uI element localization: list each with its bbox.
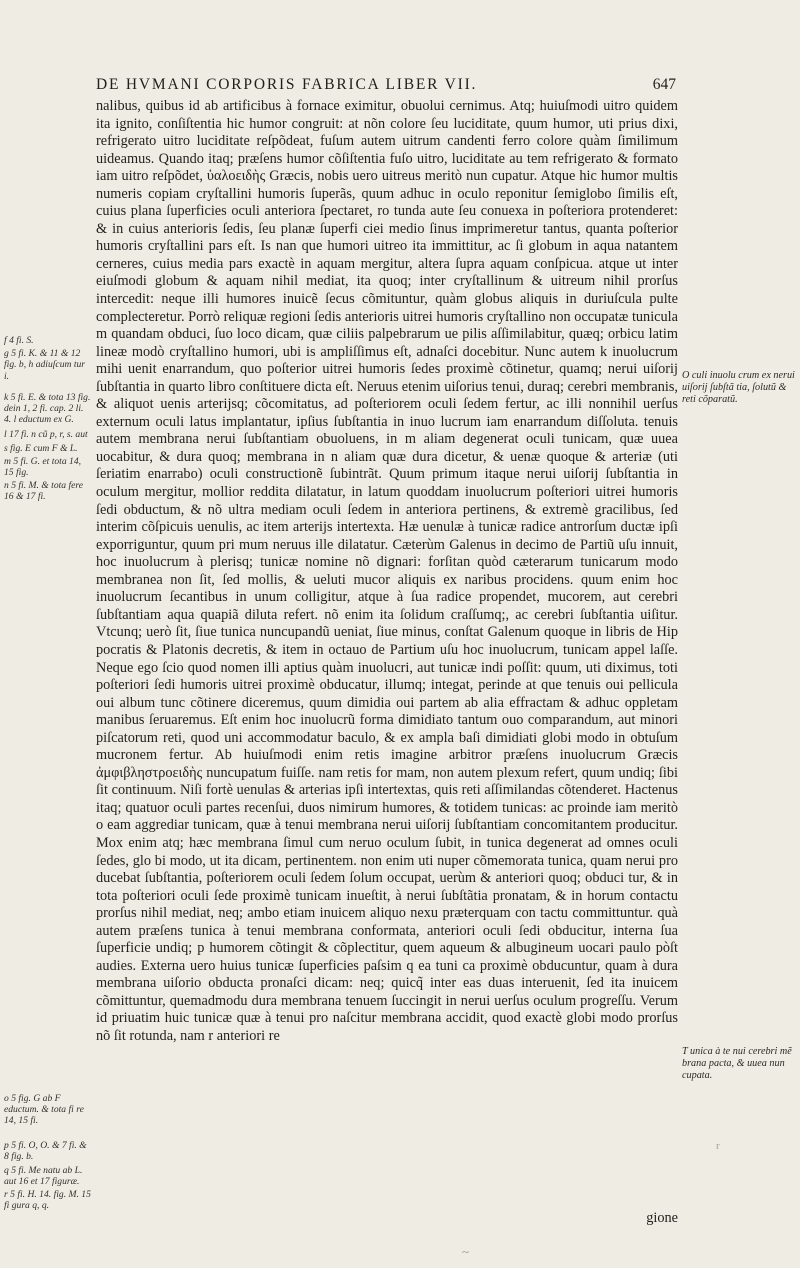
- left-margin-note: r 5 fi. H. 14. fig. M. 15 fi gura q, q.: [4, 1189, 91, 1212]
- body-paragraph: nalibus, quibus id ab artificibus à fornace eximitur, obuolui cernimus. Atq; huiuſmodi uitro quidem ita ignito, conſiſtentia hic humor congruit: at nõn colore ſeu luciditate, quum humor, uti prius dixi, refrigerato uitro luciditate reſpõdeat, fuſum autem uitrum candenti ferro colore quàm ſimilimum uideamus. Quando itaq; præſens humor cõſiſtentia fuſo uitro, luciditate au tem refrigerato & formato iam uitro reſpõdet, ὑαλοειδὴς Græcis, nobis uero uitreus meritò nun cupatur. Atque hic humor multis numeris copiam cryſtallini humoris ſuperãs, quum adhuc in oculo reponitur ſemiglobo ſimilis eſt, cuius plana ſuperficies oculi anteriora ſpectaret, ro tunda aute ſeu conuexa in poſteriora protenderet: & in cuius anterioris ſedis, ſeu planæ ſuperfi ciei medio ſinus imprimeretur tantus, quanta poſterior humoris cryſtallini pars eſt. Is nan que humori uitreo ita immittitur, ac ſi globum in aqua natantem cerneres, cuius media pars exactè in aquam mergitur, altera ſupra aquam conſpicua. atque ut inter eiuſmodi globum & aquam nihil mediat, ita quoq; inter cryſtallinum & uitreum nihil prorſus intercedit: neque illi humores inuicẽ ſecus cõmituntur, quàm globus aliquis in duriuſcula pulte complecteretur. Porrò reliquæ regioni ſedis anterioris uitrei humoris cryſtallino non occupatæ tunicula m quandam obduci, ſuo loco dicam, quæ ciliis palpebrarum ue pilis aſſimilabitur, quæq; orbicu latim lineæ modò cryſtallino humori, ubi is ampliſſimus eſt, adnaſci docebitur. Nunc autem k inuolucrum mihi uenit enarrandum, quo poſterior uitrei humoris ſedes proximè cõtinetur, quamq; nerui uiſorij ſubſtantia in quarto libro conſtituere dicta eſt. Neruus etenim uiſorius tenui, duraq; cerebri membranis, & aliquot uenis arterijsq; cõcomitatus, ad poſteriorem oculi ſedem fertur, ac illi nonnihil uerſus externum oculi latus implantatur, ipſius ſubſtantia in inuo lucrum iam enarrandum diſſoluta. tenuis autem membrana nerui ſubſtantiam obuoluens, in m aliam degenerat oculi tunicam, quæ uuea uocabitur, & dura quoq; membrana in n aliam quæ dura dicetur, & uenæ quoque & arteriæ (uti ſeriatim enarrabo) oculi constructionẽ ſubintrãt. Quum primum itaque nerui uiſorij ſubſtantia in oculum mergitur, mollior reddita dilatatur, in latum quoddam inuolucrum poſteriori uitrei humoris ſedi obductum, & nõ ultra mediam oculi ſedem in anteriora pertinens, & extremè gracilibus, ſed interim cõſpicuis uenulis, ac item arterijs intertexta. Hæ uenulæ à tunicæ radice antrorſum ductæ ipſi exporriguntur, quum pri mum neruus ille dilatatur. Cæterùm Galenus in decimo de Partiũ uſu innuit, hoc inuolucrum à plerisq; tunicæ nomine nõ dignari: forſitan quòd cæterarum tunicarum modo membranea non ſit, ſed mollis, & ueluti mucor aliquis ex naribus procidens. quum enim hoc inuolucrum ſecantibus in unum colligitur, atque à ſua radice propendet, mucorem, aut cerebri ſubſtantiam aqua quapiã diluta refert. nõ enim ita ſolidum craſſumq;, ac cerebri ſubſtantia uiſitur. Vtcunq; uerò ſit, ſiue tunica nuncupandũ ueniat, ſiue minus, conſtat Galenum quoque in libris de Hip pocratis & Platonis decretis, & item in octauo de Partium uſu hoc inuolucrum, tunicam appel laſſe. Neque ego ſcio quod nomen illi aptius quàm inuolucri, aut tunicæ indi poſſit: quum, uti diximus, toti poſteriori ſedi humoris uitrei proximè obducatur, illumq; integat, perinde at que tenuis oui pellicula oui album tunc cõtinere diceremus, quum dimidia oui partem ab alia effractam & adhuc oppletam manibus ſeruaremus. Eſt enim hoc inuolucrũ forma dimidiato tantum ouo comparandum, aut minori piſcatorum reti, quod uni accommodatur baculo, & ex ampla baſi dimidiati globi modo in obtuſum mucronem fertur. Ab huiuſmodi enim retis imagine arbitror præſens inuolucrum Græcis ἀμφιβληστροειδὴς nuncupatum fuiſſe. nam retis for mam, non autem plexum refert, quum undiq; ſibi ſit continuum. Niſi fortè uenulas & arterias ipſi intertextas, quis reti aſſimilandas cõtenderet. Hactenus itaq; quatuor oculi partes recenſui, duos nimirum humores, & totidem tunicas: ac proinde iam meritò o eam aggrediar tunicam, quæ à tenui membrana nerui uiſorij ſubſtantiam concomitantem producitur. Mox enim atq; hæc membrana ſimul cum neruo oculum ſubit, in tunica degenerat ad omnes oculi ſedes, glo bi modo, ut ita dicam, pertinentem. non enim uti nuper cõmemorata tunica, quam nerui pro ducebat ſubſtantia, poſteriorem oculi ſedem ſolum occupat, uerùm & anteriori quoq; obduci tur, & in tota poſteriori oculi ſede proximè tunicam inueſtit, à nerui ſubſtãtia pronatam, & in horum contactu prorſus nihil mediat, neq; ambo etiam inuicem aliquo nexu præterquam con tactu committuntur. quà autem præſens tunica à tenui membrana conformata, anteriori oculi ſedi obducitur, interna ſua ſuperficie undiq; p humorem cõtingit & cõplectitur, quem aqueum & albugineum uocari paulo pòſt audies. Externa uero huius tunicæ ſuperficies paſsim q ea tuni ca proximè obducuntur, quam à dura membrana uiſorio obducta pronaſci dicam: neq; quicq̃ inter eas duas interuenit, ſed ita inuicem cõmittuntur, quemadmodu dura membrana tenuem ſuccingit in nerui uerſus oculum progreſſu. Verum id priuatim huic tunicæ quæ à tenui pro naſcitur membrana accidit, quod exactè globi modo prorſus nõ ſit rotunda, nam r anteriori re: [96, 98, 678, 1044]
- left-margin-note: k 5 fi. E. & tota 13 fig. dein 1, 2 fi. cap. 2 li. 4. l eductum ex G.: [4, 391, 91, 426]
- bottom-mark: ~: [462, 1244, 470, 1259]
- left-margin-note: l 17 fi. n cũ p, r, s. aut: [4, 429, 88, 441]
- left-margin-note: p 5 fi. O, O. & 7 fi. & 8 fig. b.: [4, 1140, 87, 1163]
- left-margin-notes: [4, 335, 92, 1211]
- left-margin-note: f 4 fi. S.: [4, 335, 34, 346]
- catchword: gione: [646, 1210, 678, 1226]
- main-text-column: [96, 98, 678, 1046]
- page-header: [96, 76, 676, 98]
- page-number: 647: [652, 76, 676, 93]
- right-margin-note-2: T unica à te nui cerebri mẽ brana pacta, & uuea nun cupata.: [682, 1046, 792, 1081]
- left-margin-note: s fig. E cum F & L.: [4, 442, 78, 454]
- left-margin-note: q 5 fi. Me natu ab L. aut 16 et 17 figuræ.: [4, 1164, 83, 1187]
- left-margin-note: m 5 fi. G. et tota 14, 15 fig.: [4, 455, 82, 479]
- right-margin-mark: r: [716, 1140, 720, 1152]
- left-margin-note: o 5 fig. G ab F eductum. & tota fi re 14, 15 fi.: [4, 1092, 84, 1127]
- running-title: DE HVMANI CORPORIS FABRICA LIBER VII.: [96, 76, 478, 93]
- left-margin-note: g 5 fi. K. & 11 & 12 fig. b, h adiuſcum tur i.: [4, 348, 86, 382]
- right-margin-note-1: O culi inuolu crum ex nerui uiſorij ſubſtã tia, ſolutũ & reti cõparatũ.: [682, 370, 795, 405]
- left-margin-note: n 5 fi. M. & tota fere 16 & 17 fi.: [4, 480, 84, 503]
